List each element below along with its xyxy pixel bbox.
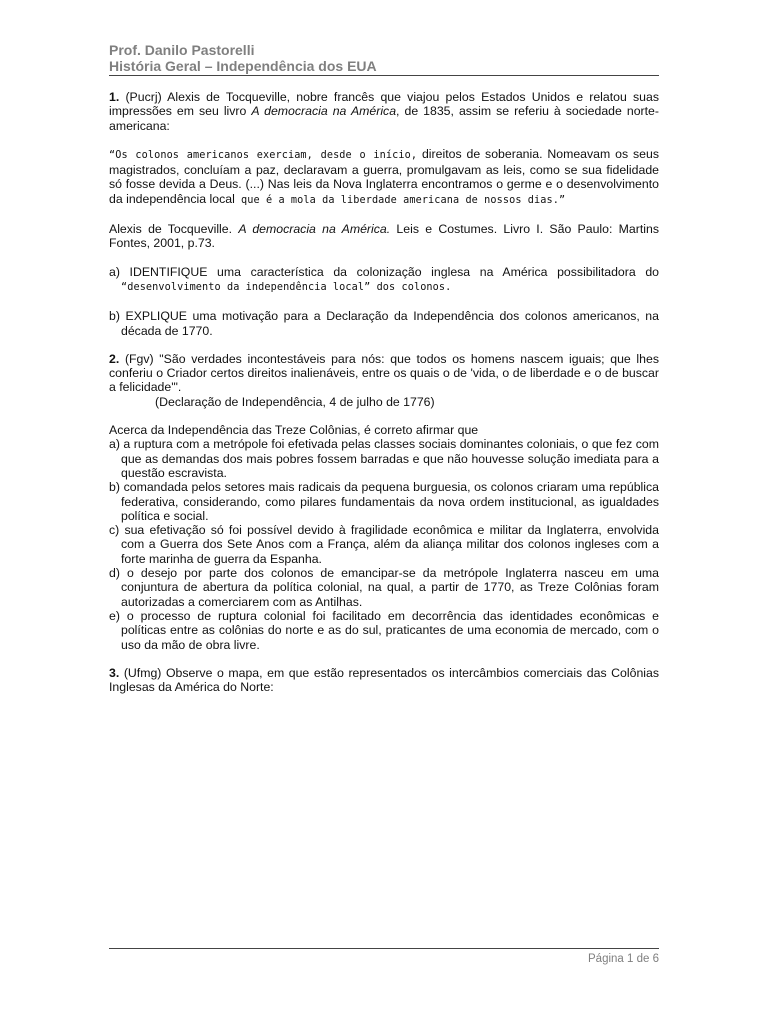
question-2-reference: (Declaração de Independência, 4 de julho de 1776) xyxy=(155,394,435,409)
question-2-option-e: e) o processo de ruptura colonial foi facilitado em decorrência das identidades econômicas e políticas entre as colônias do norte e as do sul, praticantes de uma economia de mercado, com o uso da mão de obra livre. xyxy=(109,608,659,652)
item-a-quote: “desenvolvimento da independência local” dos colonos. xyxy=(121,281,452,293)
header-subject: História Geral – Independência dos EUA xyxy=(109,58,377,74)
question-2-option-d: d) o desejo por parte dos colonos de emancipar-se da metrópole Inglaterra nasceu em uma conjuntura de abertura da política colonial, na qual, a partir de 1770, as Treze Colônias foram autorizadas a comerciarem com as Antilhas. xyxy=(109,566,659,609)
question-1-source xyxy=(109,222,659,251)
question-1-item-b: b) EXPLIQUE uma motivação para a Declaração da Independência dos colonos americanos, na década de 1770. xyxy=(109,309,659,338)
question-1-number: 1. xyxy=(109,90,120,104)
document-body xyxy=(109,90,659,694)
question-2-text: (Fgv) "São verdades incontestáveis para nós: que todos os homens nascem iguais; que lhes conferiu o Criador certos direitos inalienáveis, entre os quais o de 'vida, o de liberdade e o de buscar a felicidade'". xyxy=(109,351,659,395)
question-1-book-title: A democracia na América xyxy=(251,104,397,119)
question-2-number: 2. xyxy=(109,351,120,366)
header-author: Prof. Danilo Pastorelli xyxy=(109,42,255,58)
question-1-item-a xyxy=(109,265,659,296)
question-2-option-a: a) a ruptura com a metrópole foi efetivada pelas classes sociais dominantes coloniais, o que fez com que as demandas dos mais pobres fossem barradas e que não houvesse solução imediata para a questão escravista. xyxy=(109,437,659,480)
question-1-intro-text-b: , de 1835, assim se referiu à sociedade norte-americana: xyxy=(109,104,659,133)
question-1-quote xyxy=(109,147,659,208)
question-3-intro xyxy=(109,666,659,695)
source-author: Alexis de Tocqueville. xyxy=(109,222,239,237)
item-a-text: a) IDENTIFIQUE uma característica da colonização inglesa na América possibilitadora do xyxy=(109,264,659,279)
quote-part-2: direitos de soberania. Nomeavam os seus magistrados, concluíam a paz, declaravam a guerra, promulgavam as leis, como se sua fidelidade só fosse devida a Deus. (...) Nas leis da Nova Inglaterra encontramos o germe e o desenvolvimento da independência local xyxy=(109,146,659,206)
quote-part-3: que é a mola da liberdade americana de nossos dias.” xyxy=(234,194,566,206)
question-2-option-b: b) comandada pelos setores mais radicais da pequena burguesia, os colonos criaram uma república federativa, considerando, como pilares fundamentais da nova ordem institucional, as igualdades política e social. xyxy=(109,480,659,523)
page-number: Página 1 de 6 xyxy=(588,953,659,965)
source-title: A democracia na América. xyxy=(238,222,391,237)
header-divider xyxy=(109,75,659,76)
source-details: Leis e Costumes. Livro I. São Paulo: Martins Fontes, 2001, p.73. xyxy=(109,222,659,251)
question-1-intro-text-a: (Pucrj) Alexis de Tocqueville, nobre francês que viajou pelos Estados Unidos e relatou suas impressões em seu livro xyxy=(109,90,659,119)
footer-divider xyxy=(109,948,659,949)
question-3-number: 3. xyxy=(109,665,120,680)
question-2-stem: Acerca da Independência das Treze Colônias, é correto afirmar que xyxy=(109,423,479,438)
question-3-text: (Ufmg) Observe o mapa, em que estão representados os intercâmbios comerciais das Colônias Inglesas da América do Norte: xyxy=(109,665,659,695)
question-1-intro xyxy=(109,90,659,133)
page-header xyxy=(109,42,659,74)
question-2-intro xyxy=(109,352,659,395)
question-2-option-c: c) sua efetivação só foi possível devido à fragilidade econômica e militar da Inglaterra, envolvida com a Guerra dos Sete Anos com a França, além da aliança militar dos colonos ingleses com a forte marinha de guerra da Espanha. xyxy=(109,523,659,566)
quote-part-1: “Os colonos americanos exerciam, desde o início, xyxy=(109,149,418,161)
